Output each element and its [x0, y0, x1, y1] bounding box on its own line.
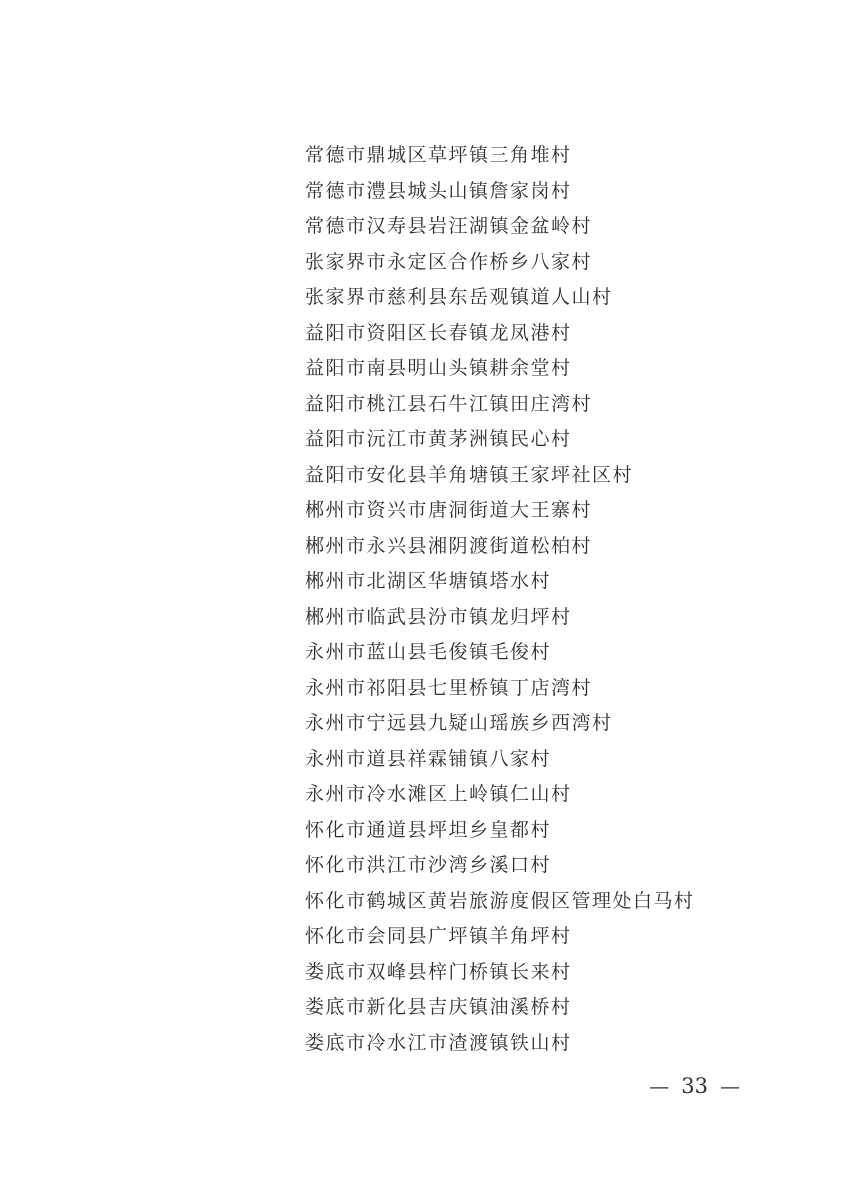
list-item: 娄底市冷水江市渣渡镇铁山村	[305, 1031, 572, 1054]
list-item: 益阳市桃江县石牛江镇田庄湾村	[305, 392, 593, 415]
list-item: 永州市冷水滩区上岭镇仁山村	[305, 783, 572, 805]
list-item: 郴州市资兴市唐洞街道大王寨村	[305, 499, 593, 521]
list-item: 益阳市安化县羊角塘镇王家坪社区村	[305, 463, 634, 486]
list-item: 郴州市北湖区华塘镇塔水村	[305, 570, 552, 592]
list-item: 常德市汉寿县岩汪湖镇金盆岭村	[305, 215, 593, 237]
list-item: 益阳市沅江市黄茅洲镇民心村	[305, 428, 572, 450]
page-number-dash-left: —	[649, 1074, 670, 1098]
list-item: 郴州市临武县汾市镇龙归坪村	[305, 605, 572, 628]
list-item: 怀化市通道县坪坦乡皇都村	[305, 818, 552, 841]
page-number-value: 33	[681, 1074, 708, 1098]
page-number-dash-right: —	[720, 1074, 740, 1098]
list-item: 怀化市洪江市沙湾乡溪口村	[305, 854, 552, 876]
list-item: 张家界市慈利县东岳观镇道人山村	[305, 286, 613, 308]
list-item: 永州市道县祥霖铺镇八家村	[305, 747, 552, 770]
list-item: 娄底市双峰县梓门桥镇长来村	[305, 960, 572, 983]
list-item: 益阳市南县明山头镇耕余堂村	[305, 357, 572, 379]
list-item: 永州市祁阳县七里桥镇丁店湾村	[305, 676, 593, 699]
list-item: 常德市澧县城头山镇詹家岗村	[305, 179, 572, 202]
list-item: 益阳市资阳区长春镇龙凤港村	[305, 321, 572, 344]
list-item: 永州市宁远县九疑山瑶族乡西湾村	[305, 712, 613, 734]
list-item: 常德市鼎城区草坪镇三角堆村	[305, 144, 572, 166]
list-item: 郴州市永兴县湘阴渡街道松柏村	[305, 534, 593, 557]
list-item: 怀化市会同县广坪镇羊角坪村	[305, 925, 572, 947]
list-item: 永州市蓝山县毛俊镇毛俊村	[305, 641, 552, 663]
list-item: 怀化市鹤城区黄岩旅游度假区管理处白马村	[305, 889, 695, 912]
village-list	[305, 138, 775, 1061]
page-number-footer	[649, 1074, 740, 1098]
list-item: 娄底市新化县吉庆镇油溪桥村	[305, 996, 572, 1018]
list-item: 张家界市永定区合作桥乡八家村	[305, 250, 593, 273]
